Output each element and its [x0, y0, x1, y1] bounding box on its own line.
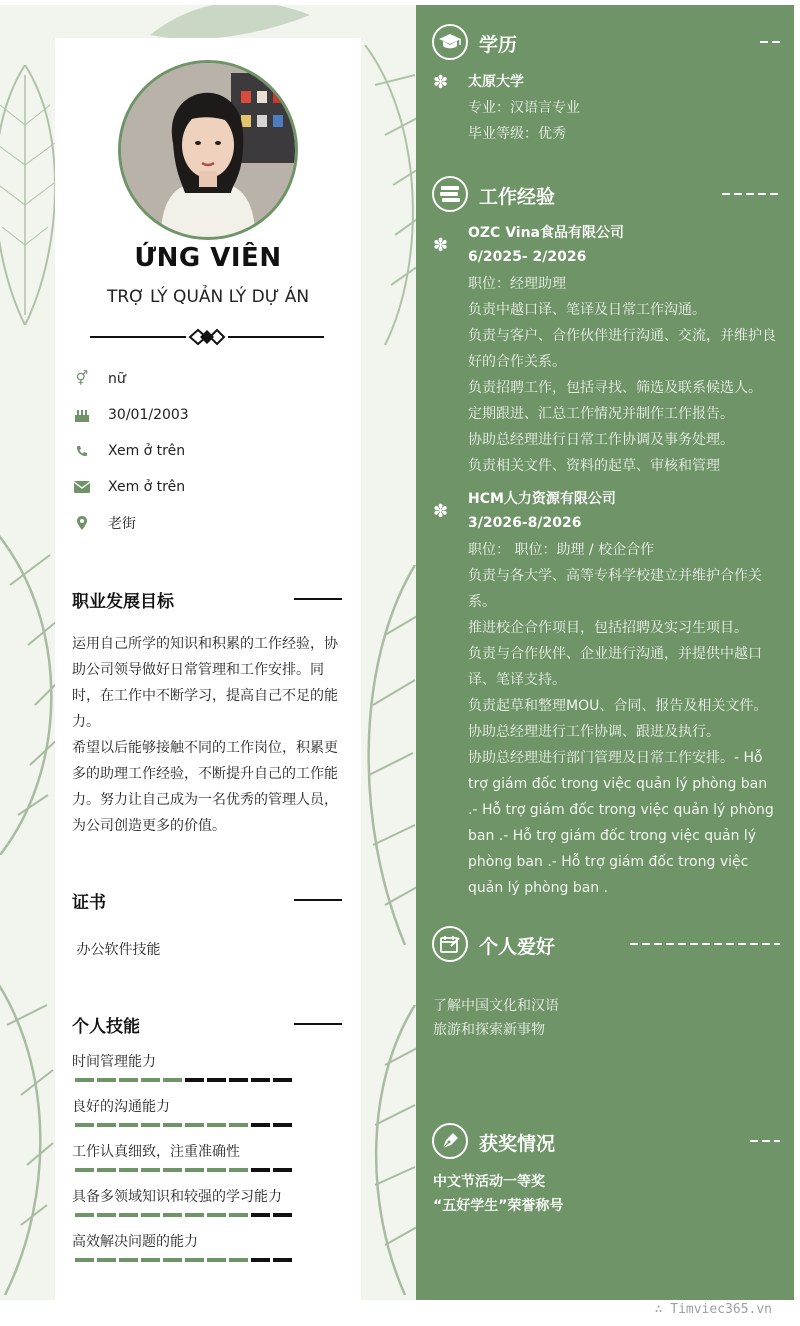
hobby-item: 了解中国文化和汉语: [433, 998, 559, 1014]
skills-heading: 个人技能: [72, 1017, 140, 1037]
skill-level-segment: [75, 1123, 94, 1127]
skill-level-segment: [251, 1078, 270, 1082]
education-section-header: [432, 24, 780, 62]
hobby-item: 旅游和探索新事物: [433, 1022, 545, 1038]
job-duty: 推进校企合作项目，包括招聘及实习生项目。: [468, 620, 748, 636]
info-email: [72, 477, 185, 497]
skill-level-segment: [273, 1213, 292, 1217]
skill-level-segment: [207, 1123, 226, 1127]
leaf-decoration-icon: [355, 45, 416, 345]
job-period: 6/2025- 2/2026: [468, 249, 587, 265]
job-company: HCM人力资源有限公司: [468, 491, 616, 507]
info-address: [72, 513, 136, 533]
skill-level-segment: [97, 1078, 116, 1082]
skill-level-segment: [119, 1213, 138, 1217]
skill-level-segment: [75, 1213, 94, 1217]
skill-level-segment: [229, 1258, 248, 1262]
job-duty: 负责中越口译、笔译及日常工作沟通。: [468, 302, 706, 318]
job-duty: 负责起草和整理MOU、合同、报告及相关文件。: [468, 698, 768, 714]
heading-dashes: [722, 193, 780, 195]
birthday-cake-icon: [72, 405, 92, 425]
skill-level-segment: [119, 1168, 138, 1172]
skill-level-segment: [229, 1123, 248, 1127]
awards-block: [433, 1170, 780, 1218]
career-heading: 职业发展目标: [72, 592, 174, 612]
skill-level-segment: [185, 1078, 204, 1082]
candidate-name: ỨNG VIÊN: [134, 243, 282, 273]
skill-level-segment: [119, 1123, 138, 1127]
skill-level-segment: [229, 1078, 248, 1082]
job-duty: 职位：经理助理: [468, 276, 566, 292]
skill-level-segment: [207, 1213, 226, 1217]
hobbies-heading: 个人爱好: [479, 936, 556, 958]
clover-bullet-icon: ✽: [433, 72, 449, 93]
job-period: 3/2026-8/2026: [468, 515, 582, 531]
skill-item: [72, 1231, 342, 1262]
skill-level-segment: [273, 1123, 292, 1127]
skill-name: 良好的沟通能力: [72, 1099, 170, 1115]
info-email-value: Xem ở trên: [108, 479, 186, 495]
skill-level-segment: [251, 1213, 270, 1217]
clover-bullet-icon: ✽: [433, 501, 449, 522]
info-phone: [72, 441, 185, 461]
skill-level-segment: [185, 1258, 204, 1262]
skill-level-segment: [163, 1078, 182, 1082]
books-icon: [432, 176, 468, 212]
skill-level-segment: [75, 1258, 94, 1262]
skill-level-segment: [119, 1258, 138, 1262]
skill-level-segment: [251, 1258, 270, 1262]
job-duty: 负责招聘工作，包括寻找、筛选及联系候选人。: [468, 380, 762, 396]
education-school: 太原大学: [468, 74, 524, 90]
career-section-header: [72, 587, 342, 611]
skill-name: 工作认真细致，注重准确性: [72, 1144, 240, 1160]
experience-heading: 工作经验: [479, 186, 556, 208]
heading-dashes: [630, 943, 780, 945]
education-grade: 毕业等级：优秀: [468, 126, 566, 142]
skill-name: 具备多领域知识和较强的学习能力: [72, 1189, 282, 1205]
skill-level-segment: [141, 1123, 160, 1127]
skill-level-segment: [163, 1258, 182, 1262]
award-item: 中文节活动一等奖: [433, 1174, 545, 1190]
hobby-calendar-icon: [432, 926, 468, 962]
skill-level-segment: [97, 1213, 116, 1217]
hobbies-section-header: [432, 926, 780, 964]
skill-level-segment: [97, 1168, 116, 1172]
skill-level-segment: [163, 1213, 182, 1217]
skill-level-segment: [207, 1168, 226, 1172]
email-icon: [72, 477, 92, 497]
heading-rule: [294, 1023, 342, 1025]
skill-level-segment: [163, 1168, 182, 1172]
info-birthday: [72, 405, 189, 425]
leaf-decoration-icon: [355, 565, 416, 945]
heading-rule: [294, 598, 342, 600]
skill-level-segment: [251, 1168, 270, 1172]
leaf-decoration-icon: [0, 965, 55, 1295]
skill-item: [72, 1051, 342, 1082]
skill-name: 高效解决问题的能力: [72, 1234, 198, 1250]
career-text: 运用自己所学的知识和积累的工作经验，协助公司领导做好日常管理和工作安排。同时，在工作中不断学习，提高自己不足的能力。 希望以后能够接触不同的工作岗位，积累更多的助理工作经验，不断提升自己的工作能力。努力让自己成为一名优秀的管理人员，为公司创造更多的价值。: [72, 636, 338, 834]
award-item: “五好学生”荣誉称号: [433, 1198, 564, 1214]
skill-level-segment: [273, 1168, 292, 1172]
title-divider: [90, 327, 324, 347]
skills-section-header: [72, 1012, 342, 1036]
heading-dashes: [760, 41, 780, 43]
job-entry: [468, 487, 780, 901]
graduation-cap-icon: [432, 24, 468, 60]
skill-level-segment: [251, 1123, 270, 1127]
avatar: [118, 60, 298, 240]
job-duty: 职位： 职位：助理 / 校企合作: [468, 542, 655, 558]
skill-level-bar: [72, 1213, 342, 1217]
experience-section-header: [432, 176, 780, 214]
skill-level-segment: [97, 1123, 116, 1127]
job-duty: 定期跟进、汇总工作情况并制作工作报告。: [468, 406, 734, 422]
skill-level-segment: [141, 1258, 160, 1262]
skill-level-segment: [185, 1168, 204, 1172]
skill-level-bar: [72, 1123, 342, 1127]
heading-dashes: [750, 1140, 780, 1142]
footer-brand: Timviec365.vn: [670, 1302, 772, 1317]
job-duty: 负责与各大学、高等专科学校建立并维护合作关系。: [468, 568, 762, 610]
info-phone-value: Xem ở trên: [108, 443, 186, 459]
certificates-text: 办公软件技能: [72, 942, 161, 958]
skill-level-segment: [75, 1168, 94, 1172]
location-pin-icon: [72, 513, 92, 533]
info-birthday-value: 30/01/2003: [108, 407, 189, 423]
skill-level-bar: [72, 1168, 342, 1172]
skill-level-segment: [229, 1213, 248, 1217]
education-heading: 学历: [479, 34, 518, 56]
skill-level-segment: [229, 1168, 248, 1172]
skill-item: [72, 1096, 342, 1127]
job-duty: 协助总经理进行工作协调、跟进及执行。: [468, 724, 720, 740]
job-entry: [468, 221, 780, 479]
leaf-decoration-icon: [355, 1005, 416, 1295]
skill-level-segment: [141, 1078, 160, 1082]
job-duty: 协助总经理进行日常工作协调及事务处理。: [468, 432, 734, 448]
job-duty: 协助总经理进行部门管理及日常工作安排。- Hỗ trợ giám đốc trong việc quản lý phòng ban .- Hỗ trợ giám đốc trong việc quản lý phòng ban .- Hỗ trợ giám đốc trong việc quản lý phòng ban .- Hỗ trợ giám đốc trong việc quản lý phòng ban .: [468, 750, 774, 896]
certificates-section-header: [72, 888, 342, 912]
skill-level-bar: [72, 1078, 342, 1082]
skill-level-segment: [97, 1258, 116, 1262]
job-duty: 负责与客户、合作伙伴进行沟通、交流，并维护良好的合作关系。: [468, 328, 776, 370]
awards-section-header: [432, 1123, 780, 1161]
skill-level-segment: [185, 1213, 204, 1217]
awards-heading: 获奖情况: [479, 1133, 556, 1155]
job-duty: 负责相关文件、资料的起草、审核和管理: [468, 458, 720, 474]
info-gender-value: nữ: [108, 371, 126, 387]
skill-level-segment: [207, 1078, 226, 1082]
info-gender: [72, 369, 126, 389]
skill-level-segment: [75, 1078, 94, 1082]
candidate-title: TRỢ LÝ QUẢN LÝ DỰ ÁN: [106, 287, 310, 307]
phone-icon: [72, 441, 92, 461]
clover-bullet-icon: ✽: [433, 235, 449, 256]
skill-level-segment: [141, 1168, 160, 1172]
skill-level-bar: [72, 1258, 342, 1262]
gender-icon: ⚥: [75, 371, 89, 387]
skill-level-segment: [119, 1078, 138, 1082]
skill-level-segment: [273, 1258, 292, 1262]
skill-level-segment: [163, 1123, 182, 1127]
hobbies-block: [433, 994, 780, 1042]
certificates-heading: 证书: [72, 893, 106, 913]
skill-item: [72, 1141, 342, 1172]
job-duty: 负责与合作伙伴、企业进行沟通，并提供中越口译、笔译支持。: [468, 646, 762, 688]
education-major: 专业：汉语言专业: [468, 100, 580, 116]
skill-level-segment: [207, 1258, 226, 1262]
job-company: OZC Vina食品有限公司: [468, 225, 625, 241]
education-block: [468, 69, 780, 147]
skill-level-segment: [273, 1078, 292, 1082]
skill-level-segment: [141, 1213, 160, 1217]
info-address-value: 老街: [108, 516, 136, 532]
skill-name: 时间管理能力: [72, 1054, 156, 1070]
pen-nib-icon: [432, 1123, 468, 1159]
heading-rule: [294, 899, 342, 901]
skill-item: [72, 1186, 342, 1217]
footer-watermark: ∴ Timviec365.vn: [654, 1302, 772, 1317]
skill-level-segment: [185, 1123, 204, 1127]
